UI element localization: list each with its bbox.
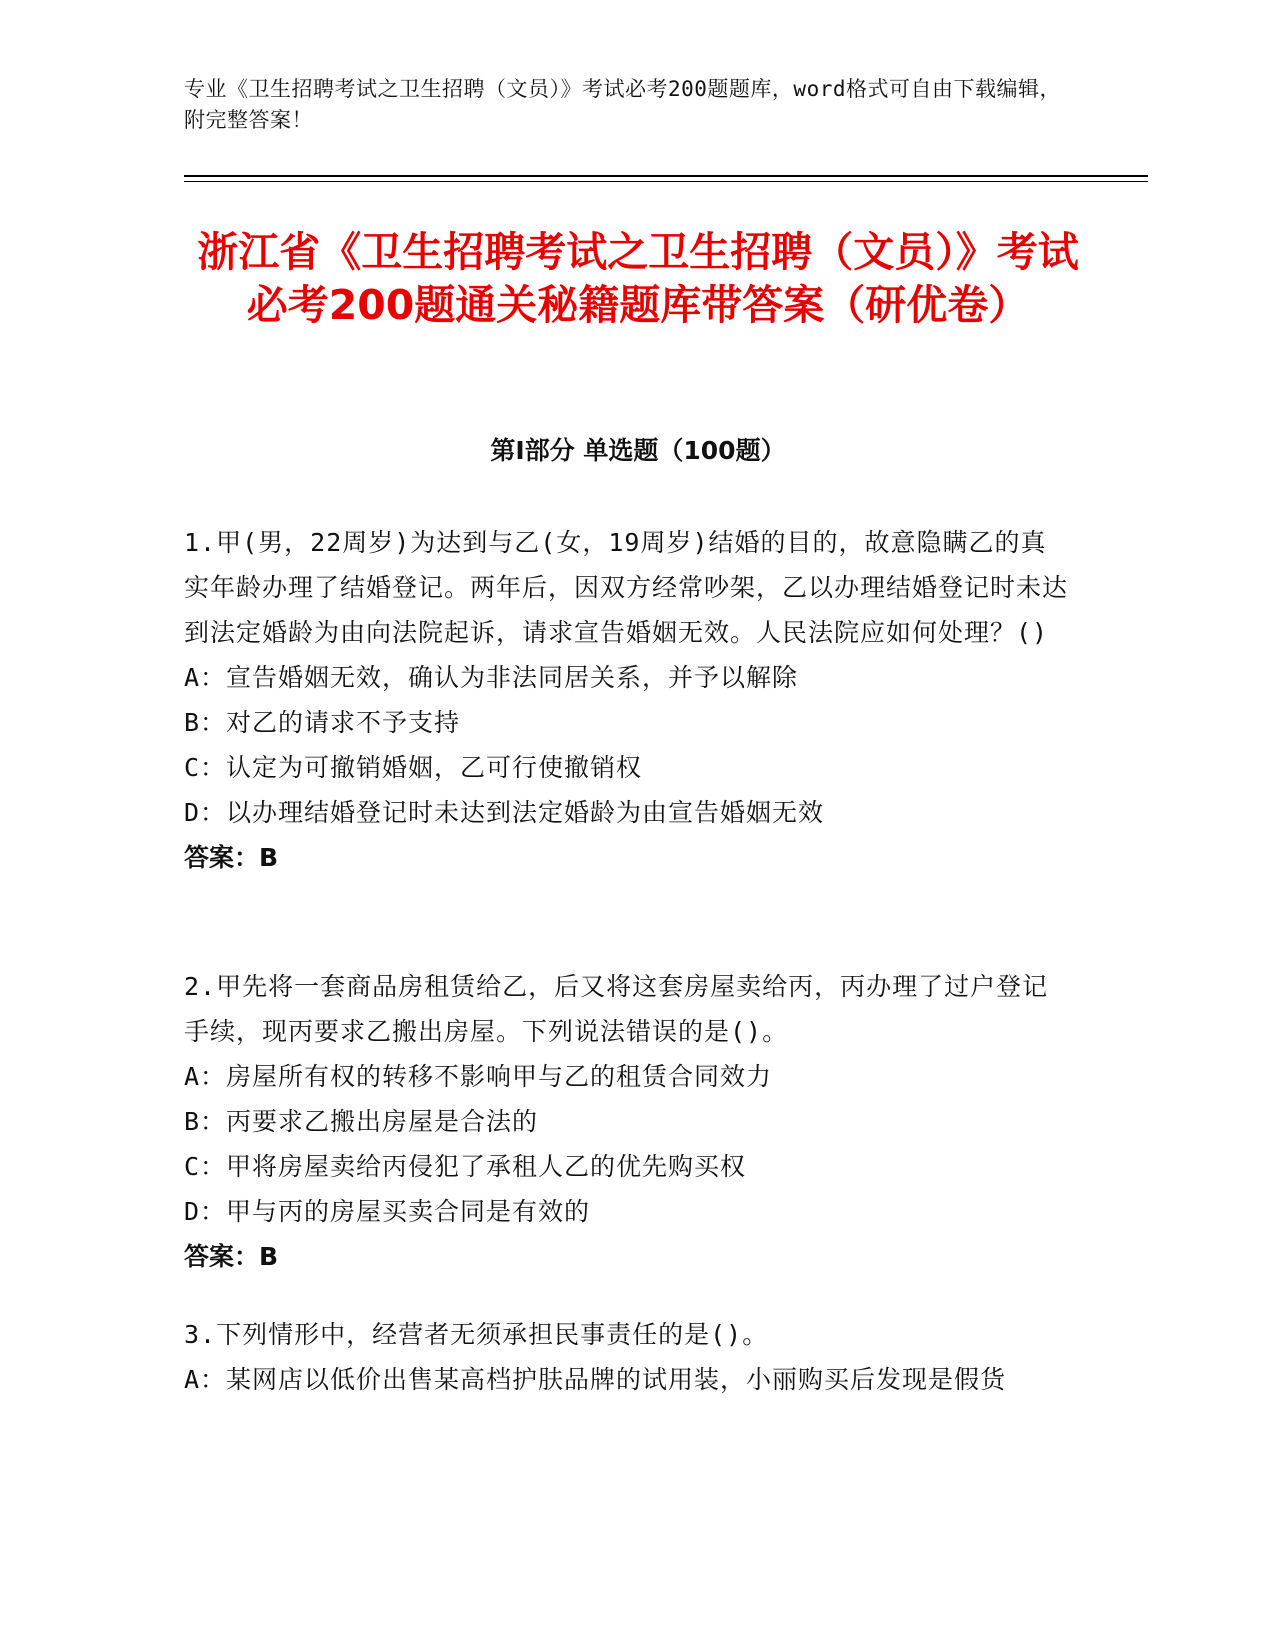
section-heading: 第I部分 单选题（100题）: [490, 436, 786, 465]
question-block: [184, 1312, 1072, 1402]
header-note: 专业《卫生招聘考试之卫生招聘（文员）》考试必考200题题库，word格式可自由下载编辑，附完整答案！: [184, 77, 1061, 132]
header-divider-thick: [184, 175, 1148, 177]
question-stem: 3.下列情形中，经营者无须承担民事责任的是()。: [184, 1320, 769, 1349]
question-stem: 2.甲先将一套商品房租赁给乙，后又将这套房屋卖给丙，丙办理了过户登记手续，现丙要求乙搬出房屋。下列说法错误的是()。: [184, 972, 1049, 1046]
option-c: C：认定为可撤销婚姻，乙可行使撤销权: [184, 753, 643, 782]
question-block: [184, 964, 1072, 1279]
answer-line: 答案：B: [184, 843, 279, 872]
option-b: B：对乙的请求不予支持: [184, 708, 461, 737]
option-a: A：某网店以低价出售某高档护肤品牌的试用装，小丽购买后发现是假货: [184, 1365, 1007, 1394]
option-a: A：宣告婚姻无效，确认为非法同居关系，并予以解除: [184, 663, 799, 692]
header-divider-thin: [184, 181, 1148, 182]
option-b: B：丙要求乙搬出房屋是合法的: [184, 1107, 539, 1136]
option-d: D：甲与丙的房屋买卖合同是有效的: [184, 1197, 591, 1226]
option-d: D：以办理结婚登记时未达到法定婚龄为由宣告婚姻无效: [184, 798, 825, 827]
document-title: 浙江省《卫生招聘考试之卫生招聘（文员）》考试必考200题通关秘籍题库带答案（研优卷）: [197, 228, 1079, 329]
question-block: [184, 520, 1072, 880]
option-c: C：甲将房屋卖给丙侵犯了承租人乙的优先购买权: [184, 1152, 747, 1181]
question-stem: 1.甲(男，22周岁)为达到与乙(女，19周岁)结婚的目的，故意隐瞒乙的真实年龄办理了结婚登记。两年后，因双方经常吵架，乙以办理结婚登记时未达到法定婚龄为由向法院起诉，请求宣告婚姻无效。人民法院应如何处理？(): [184, 528, 1069, 647]
option-a: A：房屋所有权的转移不影响甲与乙的租赁合同效力: [184, 1062, 773, 1091]
answer-line: 答案：B: [184, 1242, 279, 1271]
